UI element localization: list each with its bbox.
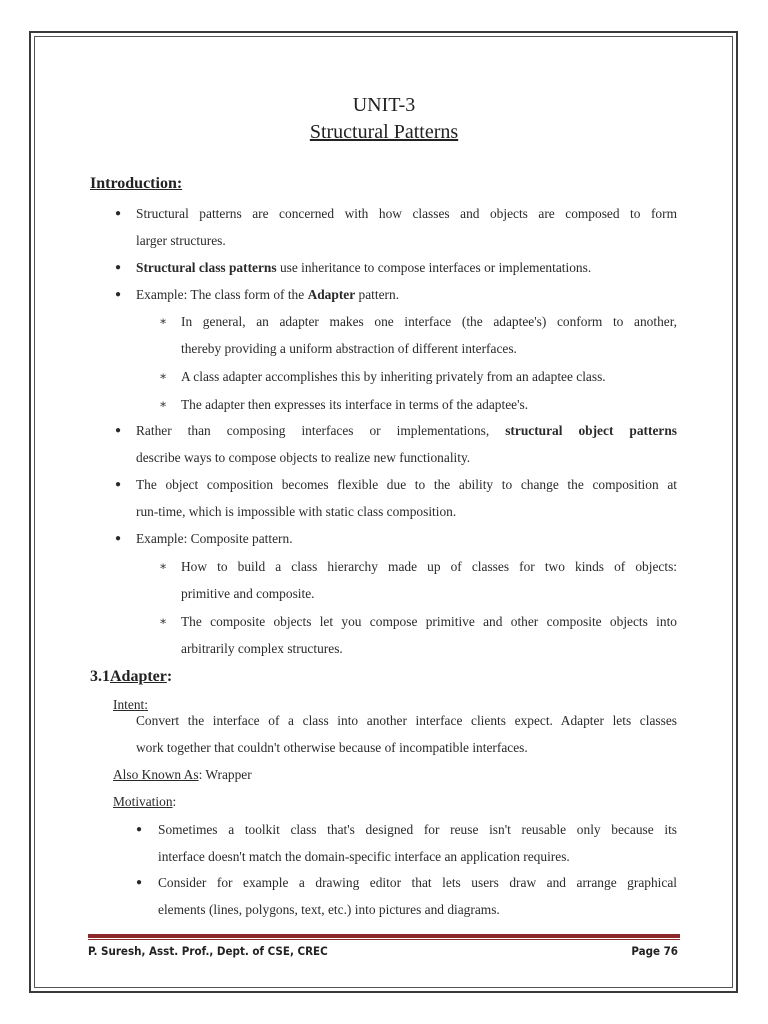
intro-bullet-3-pre: Example: The class form of the: [136, 287, 308, 302]
bullet-icon: ●: [115, 479, 122, 490]
introduction-heading: Introduction:: [90, 175, 183, 192]
intent-line-1: Convert the interface of a class into another interface clients expect. Adapter lets classes: [136, 713, 677, 728]
sub-bullet-1-line-2: thereby providing a uniform abstraction of different interfaces.: [181, 341, 517, 356]
intro-bullet-5-line-1: The object composition becomes flexible due to the ability to change the composition at: [136, 477, 677, 492]
bullet-icon: ●: [136, 824, 143, 835]
section-colon: :: [166, 668, 173, 685]
intro-bullet-3: [136, 281, 399, 308]
intro-bullet-4-text: Rather than composing interfaces or implementations,: [136, 423, 506, 438]
bold-term: structural object patterns: [505, 423, 677, 438]
bullet-icon: ●: [115, 208, 122, 219]
bold-term: Structural class patterns: [136, 260, 277, 275]
sub-bullet-5-line-2: arbitrarily complex structures.: [181, 641, 343, 656]
bold-term: Adapter: [307, 287, 356, 302]
intro-bullet-1-line-2: larger structures.: [136, 233, 226, 248]
bullet-icon: ●: [115, 289, 122, 300]
unit-title: UNIT-3: [352, 94, 416, 116]
motivation-bullet-1-line-1: Sometimes a toolkit class that's designed for reuse isn't reusable only because its: [158, 822, 677, 837]
sub-bullet-4-line-1: How to build a class hierarchy made up of classes for two kinds of objects:: [181, 559, 677, 574]
motivation-bullet-2-line-2: elements (lines, polygons, text, etc.) into pictures and diagrams.: [158, 902, 500, 917]
section-name: Adapter: [110, 668, 167, 685]
document-title: Structural Patterns: [309, 121, 459, 143]
section-heading-adapter: [90, 668, 172, 686]
sub-bullet-1-line-1: In general, an adapter makes one interface (the adaptee's) conform to another,: [181, 314, 677, 329]
bullet-icon: ●: [136, 877, 143, 888]
sub-bullet-3: The adapter then expresses its interface in terms of the adaptee's.: [181, 397, 529, 412]
intro-bullet-2-text: use inheritance to compose interfaces or implementations.: [276, 260, 592, 275]
intro-bullet-4-line-2: describe ways to compose objects to realize new functionality.: [136, 450, 471, 465]
sub-bullet-5-line-1: The composite objects let you compose primitive and other composite objects into: [181, 614, 677, 629]
intro-bullet-2: [136, 254, 591, 281]
intro-bullet-1-line-1: Structural patterns are concerned with how classes and objects are composed to form: [136, 206, 677, 221]
intro-bullet-3-post: pattern.: [355, 287, 400, 302]
also-known-as-value: : Wrapper: [198, 767, 252, 782]
asterisk-bullet-icon: ∗: [159, 614, 168, 628]
intent-label: Intent:: [113, 697, 148, 712]
motivation-bullet-1-line-2: interface doesn't match the domain-specific interface an application requires.: [158, 849, 570, 864]
intent-line-2: work together that couldn't otherwise because of incompatible interfaces.: [136, 740, 528, 755]
intro-bullet-5-line-2: run-time, which is impossible with static class composition.: [136, 504, 457, 519]
intent-label-text: Intent: [113, 697, 145, 712]
asterisk-bullet-icon: ∗: [159, 314, 168, 328]
bullet-icon: ●: [115, 262, 122, 273]
motivation-label: Motivation:: [113, 794, 177, 809]
sub-bullet-2: A class adapter accomplishes this by inheriting privately from an adaptee class.: [181, 369, 606, 384]
motivation-label-text: Motivation: [113, 794, 173, 809]
motivation-bullet-2-line-1: Consider for example a drawing editor that lets users draw and arrange graphical: [158, 875, 677, 890]
footer-page-number: Page 76: [631, 944, 678, 958]
intro-bullet-6: Example: Composite pattern.: [136, 531, 293, 546]
also-known-as-label: Also Known As: [113, 767, 199, 782]
bullet-icon: ●: [115, 425, 122, 436]
footer-author: P. Suresh, Asst. Prof., Dept. of CSE, CREC: [88, 944, 328, 958]
footer-rule-thin: [88, 939, 680, 940]
also-known-as: [113, 761, 252, 788]
intro-bullet-4-line-1: [136, 417, 677, 444]
bullet-icon: ●: [115, 533, 122, 544]
section-number: 3.1: [90, 668, 110, 685]
asterisk-bullet-icon: ∗: [159, 559, 168, 573]
footer-rule-thick: [88, 934, 680, 938]
asterisk-bullet-icon: ∗: [159, 369, 168, 383]
asterisk-bullet-icon: ∗: [159, 397, 168, 411]
sub-bullet-4-line-2: primitive and composite.: [181, 586, 315, 601]
